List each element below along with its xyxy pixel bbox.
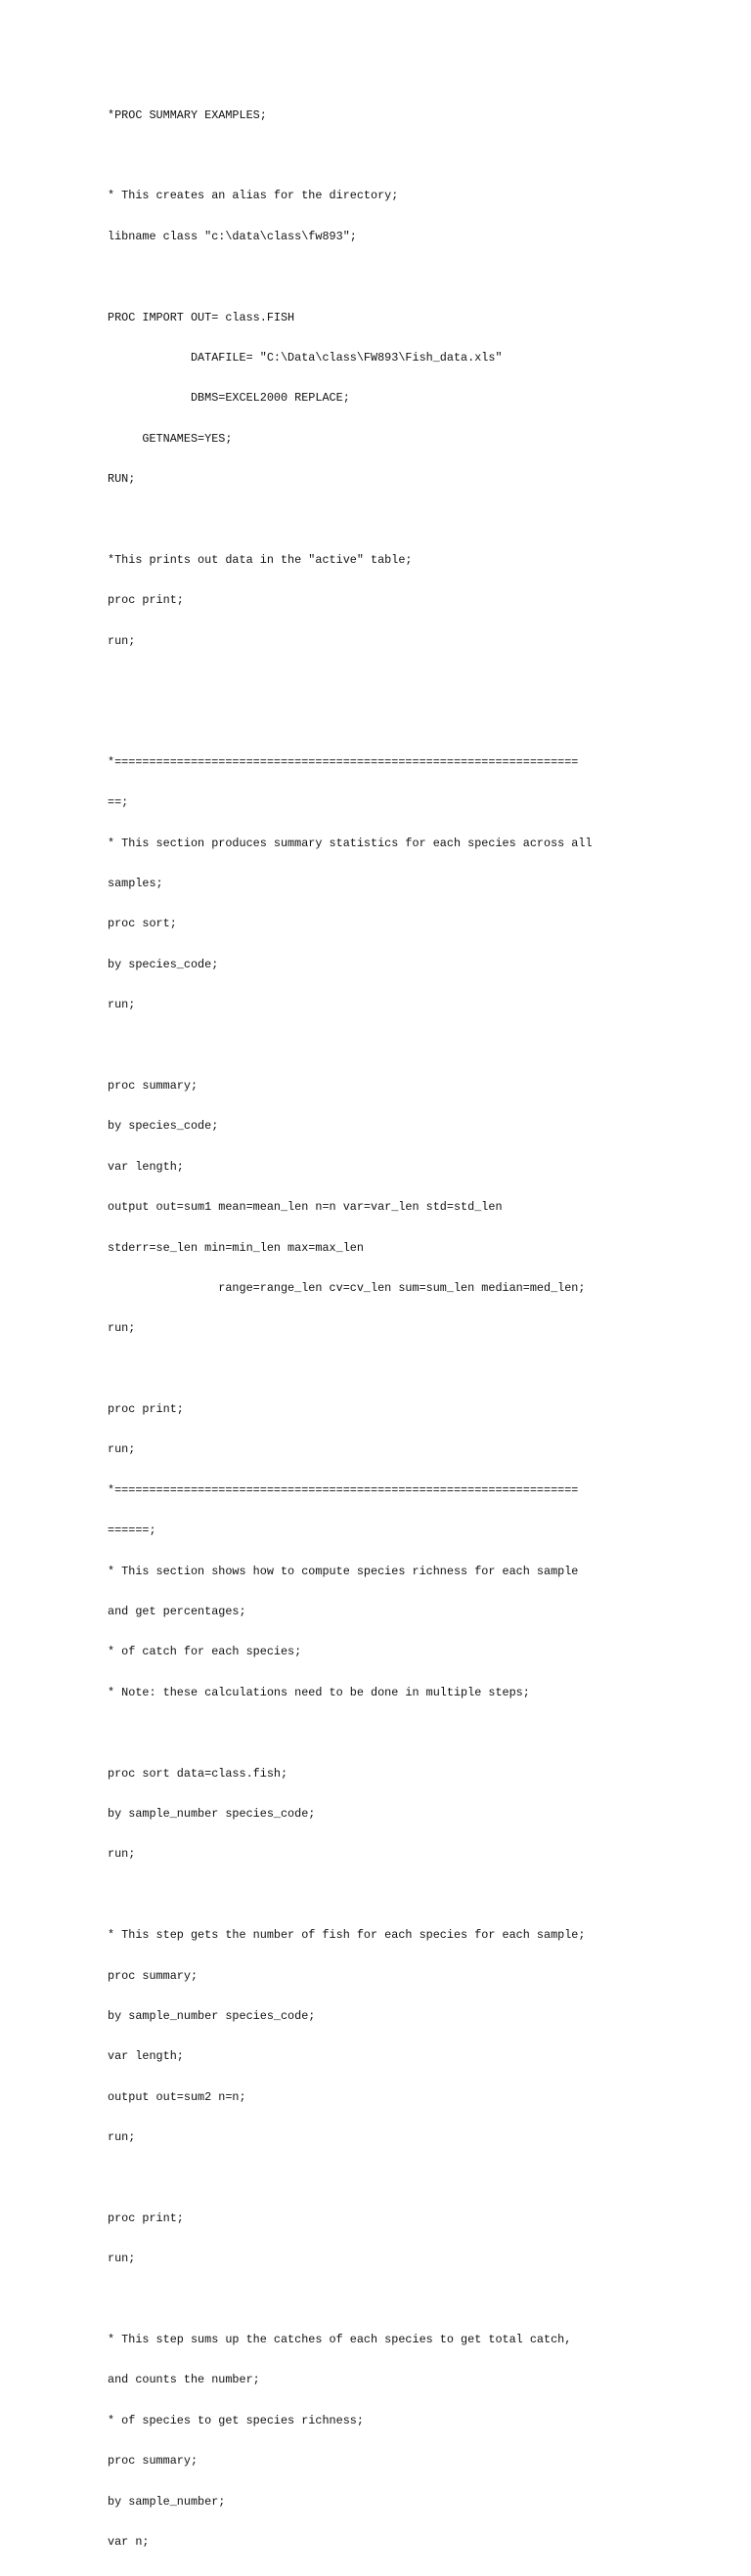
- code-line: [108, 675, 655, 689]
- code-line: proc print;: [108, 2211, 184, 2225]
- code-line: output out=sum2 n=n;: [108, 2089, 246, 2104]
- code-line: ======;: [108, 1524, 156, 1538]
- code-line: * of species to get species richness;: [108, 2413, 364, 2427]
- code-line: DBMS=EXCEL2000 REPLACE;: [108, 391, 350, 406]
- code-line: * This section produces summary statistics for each species across all: [108, 836, 593, 850]
- code-line: *===================================================================: [108, 754, 579, 769]
- code-line: by species_code;: [108, 1119, 219, 1134]
- code-line: * This step sums up the catches of each species to get total catch,: [108, 2333, 572, 2347]
- code-line: run;: [108, 2130, 136, 2145]
- code-line: *This prints out data in the "active" table;: [108, 552, 413, 567]
- code-line: [108, 2294, 655, 2307]
- code-line: var length;: [108, 1159, 184, 1174]
- code-line: [108, 1040, 655, 1053]
- code-line: * of catch for each species;: [108, 1645, 302, 1659]
- code-line: proc summary;: [108, 1078, 199, 1093]
- code-line: proc sort data=class.fish;: [108, 1766, 288, 1781]
- code-line: proc print;: [108, 593, 184, 608]
- code-line: DATAFILE= "C:\Data\class\FW893\Fish_data.xls": [108, 350, 503, 365]
- code-line: [108, 1363, 655, 1377]
- code-line: run;: [108, 2252, 136, 2266]
- code-line: by sample_number species_code;: [108, 1807, 316, 1821]
- code-line: PROC IMPORT OUT= class.FISH: [108, 310, 295, 324]
- code-line: [108, 2172, 655, 2186]
- code-line: * This creates an alias for the directory;: [108, 189, 399, 203]
- code-line: * Note: these calculations need to be done in multiple steps;: [108, 1685, 530, 1699]
- code-line: var n;: [108, 2535, 150, 2550]
- code-line: and counts the number;: [108, 2373, 260, 2387]
- code-line: run;: [108, 1442, 136, 1457]
- code-line: [108, 514, 655, 528]
- code-line: run;: [108, 1321, 136, 1336]
- code-line: RUN;: [108, 472, 136, 487]
- code-line: by species_code;: [108, 957, 219, 971]
- code-line: var length;: [108, 2049, 184, 2064]
- code-line: proc sort;: [108, 917, 177, 931]
- code-line: *===================================================================: [108, 1482, 579, 1497]
- code-line: proc summary;: [108, 2454, 199, 2469]
- code-line: run;: [108, 998, 136, 1012]
- code-line: * This section shows how to compute species richness for each sample: [108, 1564, 579, 1578]
- code-line: *PROC SUMMARY EXAMPLES;: [108, 107, 267, 122]
- code-line: GETNAMES=YES;: [108, 431, 233, 446]
- code-line: run;: [108, 633, 136, 648]
- code-line: and get percentages;: [108, 1605, 246, 1619]
- code-line: [108, 715, 655, 729]
- code-line: output out=sum1 mean=mean_len n=n var=var_len std=std_len: [108, 1200, 503, 1215]
- code-line: proc print;: [108, 1402, 184, 1417]
- code-line: samples;: [108, 877, 163, 891]
- code-line: proc summary;: [108, 1968, 199, 1983]
- code-line: by sample_number species_code;: [108, 2008, 316, 2023]
- code-line: [108, 150, 655, 163]
- code-line: [108, 271, 655, 284]
- code-line: stderr=se_len min=min_len max=max_len: [108, 1240, 364, 1255]
- code-line: by sample_number;: [108, 2494, 226, 2509]
- code-line: run;: [108, 1847, 136, 1862]
- code-line: [108, 1889, 655, 1903]
- sas-code-listing: [108, 82, 655, 2576]
- code-line: ==;: [108, 795, 129, 810]
- code-line: * This step gets the number of fish for each species for each sample;: [108, 1928, 586, 1943]
- code-line: libname class "c:\data\class\fw893";: [108, 229, 357, 243]
- code-line: range=range_len cv=cv_len sum=sum_len median=med_len;: [108, 1280, 586, 1295]
- code-line: [108, 1727, 655, 1740]
